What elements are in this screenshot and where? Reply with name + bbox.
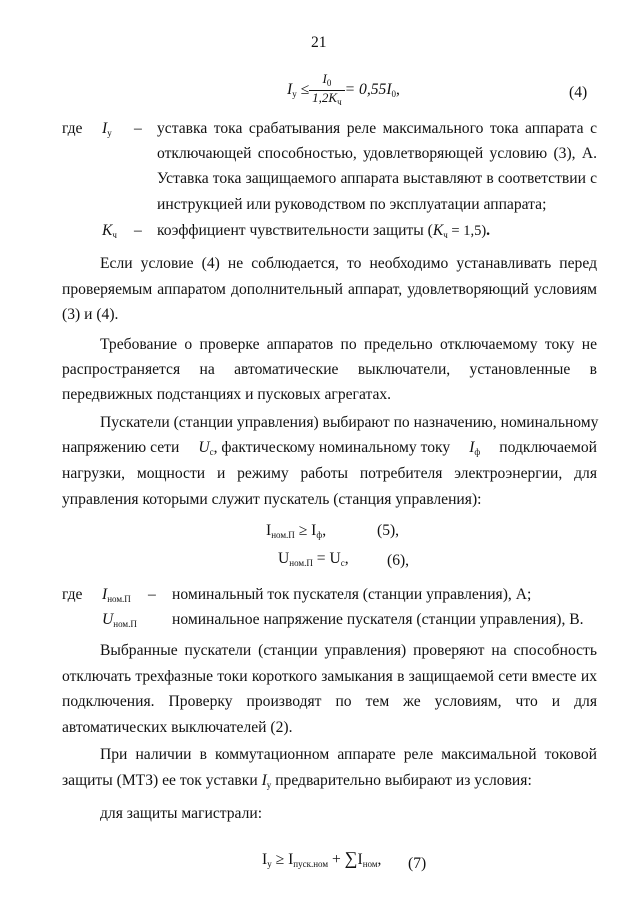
page-number: 21: [311, 34, 327, 51]
para4-line3: подключения. Проверку производят по тем же условиям, что и для: [62, 693, 597, 710]
eq4-label: (4): [569, 84, 588, 101]
para6: для защиты магистрали:: [100, 805, 263, 822]
where2-def2: номинальное напряжение пускателя (станции управления), В.: [172, 611, 584, 628]
para4-line1: Выбранные пускатели (станции управления) проверяют на способность: [100, 642, 597, 659]
eq7-label: (7): [408, 855, 427, 872]
para4-line4: автоматических выключателей (2).: [62, 719, 293, 736]
para5-line2: защиты (МТЗ) ее ток уставки $I_у$ предварительно выбирают из условия:: [62, 772, 532, 790]
equation-7: $I_у \ge I_{пуск.ном} + \sum I_{ном}$,: [262, 848, 382, 869]
where2-label: где: [62, 586, 83, 603]
eq4-comma: ,: [396, 81, 400, 99]
eq4-le: ≤: [300, 81, 310, 99]
equation-6: $U_{ном.П} = U_с$,: [278, 550, 349, 568]
para2-line1: Требование о проверке аппаратов по предельно отключаемому току не: [100, 336, 597, 353]
where1-def1-line2: отключающей способностью, удовлетворяющей условию (3), А.: [157, 145, 597, 162]
where1-def1-line1: уставка тока срабатывания реле максимального тока аппарата с: [157, 120, 597, 137]
where2-sym2: $U_{ном.П}$: [102, 611, 137, 629]
where2-dash: –: [148, 586, 156, 603]
where2-sym1: $I_{ном.П}$: [102, 586, 131, 604]
where2-def1: номинальный ток пускателя (станции управления), А;: [172, 586, 532, 603]
para5-line1: При наличии в коммутационном аппарате реле максимальной токовой: [100, 746, 597, 763]
eq4-rhs-sub: 0: [391, 89, 397, 100]
para3-line4: управления которыми служит пускатель (станция управления):: [62, 491, 482, 508]
equation-5: $I_{ном.П} \ge I_ф$,: [266, 522, 327, 540]
eq4-rhs: = 0,55I: [344, 81, 392, 99]
eq4-lhs-sub: у: [292, 89, 297, 100]
para2-line2: распространяется на автоматические выключатели, установленные в: [62, 361, 597, 378]
where1-def1-line3: Уставка тока защищаемого аппарата выставляют в соответствии с: [157, 170, 597, 187]
eq4-lhs: I: [287, 81, 293, 99]
eq4-den: 1,2K: [312, 90, 338, 105]
where1-label: где: [62, 120, 83, 137]
where1-sym2: $K_ч$: [102, 222, 117, 240]
where1-def1-line4: инструкцией или руководством по эксплуатации аппарата;: [157, 196, 547, 213]
equation-4: [287, 72, 400, 109]
eq5-label: (5),: [377, 522, 400, 539]
para2-line3: передвижных подстанциях и пусковых агрегатах.: [62, 386, 392, 403]
where1-sym1: $I_у$: [102, 120, 112, 138]
eq4-fraction: [309, 72, 344, 109]
para3-line3: нагрузки, мощности и режиму работы потребителя электроэнергии, для: [62, 465, 597, 482]
where1-def2: коэффициент чувствительности защиты $(K_ч = 1,5)$.: [157, 222, 491, 240]
where1-dash2: –: [134, 222, 142, 239]
para4-line2: отключать трехфазные токи короткого замыкания в защищаемой сети вместе их: [62, 668, 597, 685]
para3-line1: Пускатели (станции управления) выбирают по назначению, номинальному: [100, 414, 599, 431]
para1-line1: Если условие (4) не соблюдается, то необходимо устанавливать перед: [100, 255, 597, 272]
eq4-num: I: [322, 71, 327, 86]
para3-line2: напряжению сети $U_с$, фактическому номинальному току $I_ф$ подключаемой: [62, 439, 597, 457]
eq4-den-sub: ч: [337, 97, 342, 107]
para1-line3: (3) и (4).: [62, 306, 119, 323]
eq4-num-sub: 0: [326, 78, 332, 88]
where1-dash1: –: [134, 120, 142, 137]
eq6-label: (6),: [387, 552, 410, 569]
para1-line2: проверяемым аппаратом дополнительный аппарат, удовлетворяющий условиям: [62, 281, 597, 298]
